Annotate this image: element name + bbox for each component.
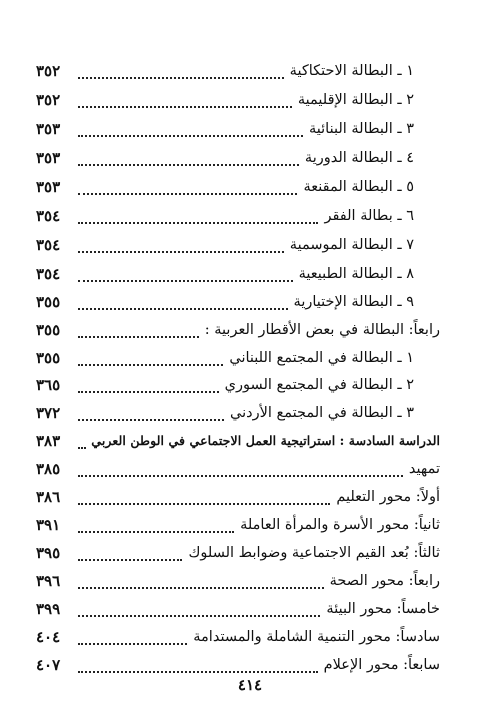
toc-entry-title: رابعاً: البطالة في بعض الأقطار العربية :: [204, 322, 440, 338]
toc-entry-page-number: ٣٥٢: [36, 62, 61, 80]
toc-entry-page-number: ٣٨٥: [36, 460, 61, 478]
toc-entry-page-number: ٤٠٤: [36, 628, 61, 646]
toc-entry-page-number: ٣٥٥: [36, 321, 61, 339]
toc-entry: [0, 203, 500, 229]
toc-entry-page-number: ٣٥٤: [36, 265, 61, 283]
toc-entry-title: سابعاً: محور الإعلام: [323, 657, 440, 673]
toc-entry-page-number: ٣٥٣: [36, 149, 61, 167]
toc-entry-title: ٥ ـ البطالة المقنعة: [303, 179, 414, 195]
toc-entry-page-number: ٤٠٧: [36, 656, 61, 674]
toc-entry: [0, 372, 500, 398]
toc-entry: [0, 232, 500, 258]
toc-entry-title: ٣ ـ البطالة البنائية: [309, 121, 414, 137]
dot-leader: [78, 94, 292, 108]
toc-entry-page-number: ٣٥٣: [36, 178, 61, 196]
toc-entry: [0, 484, 500, 510]
toc-entry-title: أولاً: محور التعليم: [336, 489, 440, 505]
toc-entry-title: ٩ ـ البطالة الإختيارية: [293, 294, 414, 310]
toc-entry-page-number: ٣٥٢: [36, 91, 61, 109]
toc-entry: [0, 512, 500, 538]
dot-leader: [78, 181, 297, 195]
toc-entry: [0, 87, 500, 113]
dot-leader: [78, 407, 224, 421]
dot-leader: [78, 631, 187, 645]
toc-entry-page-number: ٣٩١: [36, 516, 61, 534]
dot-leader: [78, 379, 219, 393]
dot-leader: [78, 463, 403, 477]
toc-entry: [0, 596, 500, 622]
toc-entry-page-number: ٣٨٦: [36, 488, 61, 506]
dot-leader: [78, 659, 318, 673]
toc-entry-title: ٤ ـ البطالة الدورية: [304, 150, 414, 166]
toc-entry: [0, 568, 500, 594]
toc-entry: [0, 652, 500, 678]
toc-entry-title: تمهيد: [408, 461, 440, 477]
toc-entry-page-number: ٣٥٥: [36, 349, 61, 367]
dot-leader: [78, 603, 320, 617]
toc-entry-page-number: ٣٥٣: [36, 120, 61, 138]
toc-entry: [0, 345, 500, 371]
toc-entry-title: ١ ـ البطالة الاحتكاكية: [289, 63, 414, 79]
dot-leader: [78, 210, 318, 224]
toc-entry-page-number: ٣٨٣: [36, 432, 61, 450]
dot-leader: [78, 123, 303, 137]
dot-leader: [78, 239, 284, 253]
toc-entry-page-number: ٣٥٥: [36, 293, 61, 311]
toc-entry-title: ثانياً: محور الأسرة والمرأة العاملة: [240, 517, 440, 533]
dot-leader: [78, 65, 284, 79]
toc-entry: [0, 145, 500, 171]
dot-leader: [78, 268, 293, 282]
toc-entry-title: الدراسة السادسة : استراتيجية العمل الاجتماعي في الوطن العربي: [91, 433, 440, 448]
toc-entry: [0, 428, 500, 454]
toc-entry-title: سادساً: محور التنمية الشاملة والمستدامة: [193, 629, 440, 645]
toc-entry: [0, 540, 500, 566]
page-number: ٤١٤: [237, 676, 263, 694]
dot-leader: [78, 519, 234, 533]
dot-leader: [78, 435, 86, 449]
toc-entry-title: رابعاً: محور الصحة: [329, 573, 440, 589]
dot-leader: [78, 152, 299, 166]
toc-entry: [0, 58, 500, 84]
toc-entry-title: ٢ ـ البطالة في المجتمع السوري: [224, 377, 414, 393]
toc-entry-title: خامساً: محور البيئة: [326, 601, 440, 617]
dot-leader: [78, 547, 182, 561]
toc-entry: [0, 317, 500, 343]
toc-entry-title: ١ ـ البطالة في المجتمع اللبناني: [229, 350, 414, 366]
toc-entry: [0, 174, 500, 200]
toc-entry: [0, 261, 500, 287]
toc-entry-page-number: ٣٩٩: [36, 600, 61, 618]
toc-entry: [0, 624, 500, 650]
toc-entry-page-number: ٣٩٥: [36, 544, 61, 562]
toc-entry-page-number: ٣٥٤: [36, 207, 61, 225]
toc-entry-title: ٨ ـ البطالة الطبيعية: [298, 266, 414, 282]
toc-entry-page-number: ٣٦٥: [36, 376, 61, 394]
toc-entry-title: ثالثاً: بُعد القيم الاجتماعية وضوابط السلوك: [188, 545, 440, 561]
toc-entry-title: ٢ ـ البطالة الإقليمية: [297, 92, 414, 108]
dot-leader: [78, 324, 199, 338]
toc-entry-title: ٧ ـ البطالة الموسمية: [289, 237, 414, 253]
toc-entry: [0, 400, 500, 426]
toc-entry: [0, 116, 500, 142]
toc-entry-page-number: ٣٩٦: [36, 572, 61, 590]
dot-leader: [78, 491, 330, 505]
toc-entry: [0, 456, 500, 482]
dot-leader: [78, 352, 223, 366]
toc-entry-page-number: ٣٧٢: [36, 404, 61, 422]
toc-entry-page-number: ٣٥٤: [36, 236, 61, 254]
dot-leader: [78, 575, 324, 589]
toc-entry-title: ٦ ـ بطالة الفقر: [324, 208, 414, 224]
toc-entry: [0, 289, 500, 315]
toc-entry-title: ٣ ـ البطالة في المجتمع الأردني: [230, 405, 414, 421]
dot-leader: [78, 296, 288, 310]
